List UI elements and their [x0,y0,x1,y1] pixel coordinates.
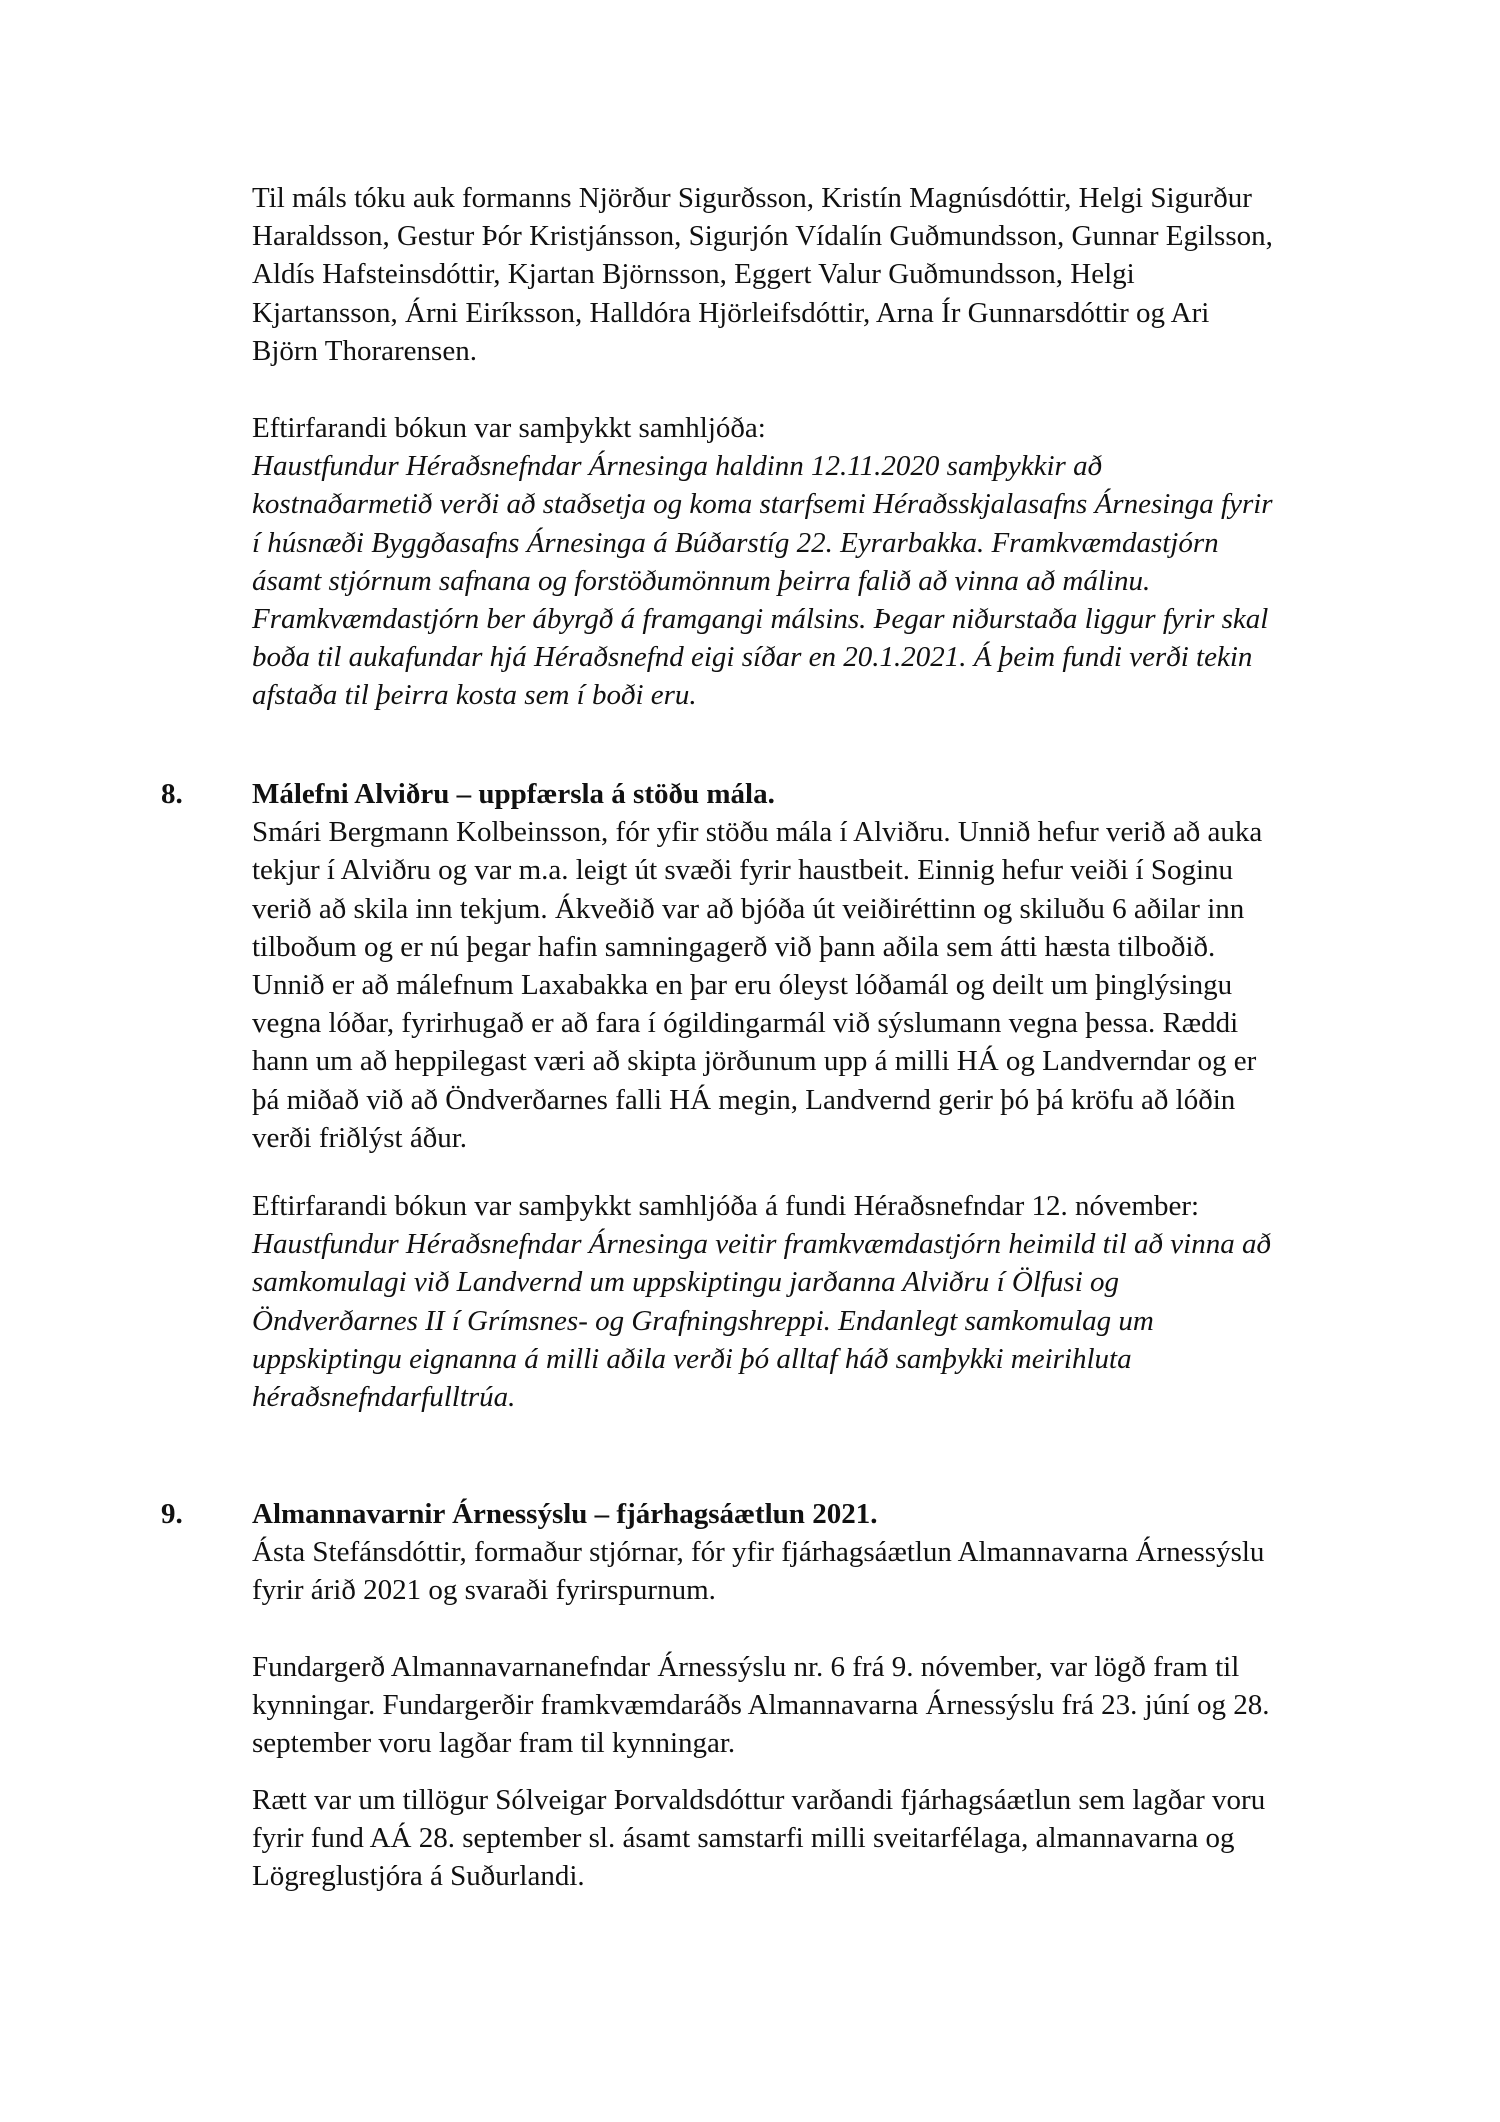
text-line: Rætt var um tillögur Sólveigar Þorvaldsdóttur varðandi fjárhagsáætlun sem lagðar voru [252,1784,1266,1816]
text-line: Öndverðarnes II í Grímsnes- og Grafningshreppi. Endanlegt samkomulag um [252,1304,1154,1337]
text-line: Aldís Hafsteinsdóttir, Kjartan Björnsson, Eggert Valur Guðmundsson, Helgi [252,258,1135,291]
text-line: tekjur í Alviðru og var m.a. leigt út svæði fyrir haustbeit. Einnig hefur veiði í Soginu [252,854,1234,887]
text-line: Kjartansson, Árni Eiríksson, Halldóra Hjörleifsdóttir, Arna Ír Gunnarsdóttir og Ari [252,296,1210,329]
item-8 [252,775,1372,1157]
text-line: boða til aukafundar hjá Héraðsnefnd eigi síðar en 20.1.2021. Á þeim fundi verði tekin [252,641,1253,674]
text-line: fyrir árið 2021 og svaraði fyrirspurnum. [252,1574,716,1607]
text-line: Haustfundur Héraðsnefndar Árnesinga haldinn 12.11.2020 samþykkir að [252,450,1103,483]
text-line: tilboðum og er nú þegar hafin samningagerð við þann aðila sem átti hæsta tilboðið. [252,930,1216,963]
item-9 [252,1495,1372,1610]
text-line: Fundargerð Almannavarnanefndar Árnessýslu nr. 6 frá 9. nóvember, var lögð fram til [252,1651,1240,1683]
text-line: Haustfundur Héraðsnefndar Árnesinga veitir framkvæmdastjórn heimild til að vinna að [252,1228,1271,1261]
text-line: fyrir fund AÁ 28. september sl. ásamt samstarfi milli sveitarfélaga, almannavarna og [252,1822,1235,1855]
text-line: Til máls tóku auk formanns Njörður Sigurðsson, Kristín Magnúsdóttir, Helgi Sigurður [252,182,1252,214]
text-line: Ásta Stefánsdóttir, formaður stjórnar, fór yfir fjárhagsáætlun Almannavarna Árnessýslu [252,1536,1265,1569]
text-line: september voru lagðar fram til kynningar. [252,1727,736,1760]
speakers-paragraph [252,179,1372,370]
text-line: hann um að heppilegast væri að skipta jörðunum upp á milli HÁ og Landverndar og er [252,1045,1257,1078]
text-line: Björn Thorarensen. [252,334,477,367]
resolution-text [252,1225,1372,1416]
item-body [252,1533,1372,1609]
resolution-1 [252,409,1372,715]
text-line: héraðsnefndarfulltrúa. [252,1381,516,1414]
text-line: kostnaðarmetið verði að staðsetja og koma starfsemi Héraðsskjalasafns Árnesinga fyrir [252,488,1273,521]
item-number: 9. [161,1498,183,1530]
text-line: uppskiptingu eignanna á milli aðila verði þó alltaf háð samþykki meirihluta [252,1342,1132,1375]
text-line: vegna lóðar, fyrirhugað er að fara í ógildingarmál við sýslumann vegna þessa. Ræddi [252,1007,1239,1040]
text-line: samkomulagi við Landvernd um uppskiptingu jarðanna Alviðru í Ölfusi og [252,1266,1120,1299]
text-line: þá miðað við að Öndverðarnes falli HÁ megin, Landvernd gerir þó þá kröfu að lóðin [252,1083,1236,1116]
text-line: Haraldsson, Gestur Þór Kristjánsson, Sigurjón Vídalín Guðmundsson, Gunnar Egilsson, [252,220,1273,253]
item-9-paragraph-3 [252,1781,1372,1896]
text-line: Smári Bergmann Kolbeinsson, fór yfir stöðu mála í Alviðru. Unnið hefur verið að auka [252,816,1263,849]
text-line: afstaða til þeirra kosta sem í boði eru. [252,679,697,712]
text-line: í húsnæði Byggðasafns Árnesinga á Búðarstíg 22. Eyrarbakka. Framkvæmdastjórn [252,526,1219,559]
item-body [252,813,1372,1157]
resolution-text [252,447,1372,714]
item-title: Almannavarnir Árnessýslu – fjárhagsáætlun 2021. [252,1498,878,1530]
text-line: Lögreglustjóra á Suðurlandi. [252,1860,585,1893]
item-title: Málefni Alviðru – uppfærsla á stöðu mála. [252,778,775,810]
text-line: verði friðlýst áður. [252,1121,468,1154]
item-9-paragraph-2 [252,1648,1372,1763]
text-line: Unnið er að málefnum Laxabakka en þar eru óleyst lóðamál og deilt um þinglýsingu [252,969,1233,1002]
text-line: kynningar. Fundargerðir framkvæmdaráðs Almannavarna Árnessýslu frá 23. júní og 28. [252,1689,1270,1722]
resolution-intro: Eftirfarandi bókun var samþykkt samhljóða á fundi Héraðsnefndar 12. nóvember: [252,1190,1200,1222]
resolution-intro: Eftirfarandi bókun var samþykkt samhljóða: [252,412,766,444]
text-line: Framkvæmdastjórn ber ábyrgð á framgangi málsins. Þegar niðurstaða liggur fyrir skal [252,603,1269,636]
text-line: verið að skila inn tekjum. Ákveðið var að bjóða út veiðiréttinn og skiluðu 6 aðilar inn [252,892,1245,925]
resolution-2 [252,1187,1372,1416]
item-number: 8. [161,778,183,810]
text-line: ásamt stjórnum safnana og forstöðumönnum þeirra falið að vinna að málinu. [252,564,1151,597]
